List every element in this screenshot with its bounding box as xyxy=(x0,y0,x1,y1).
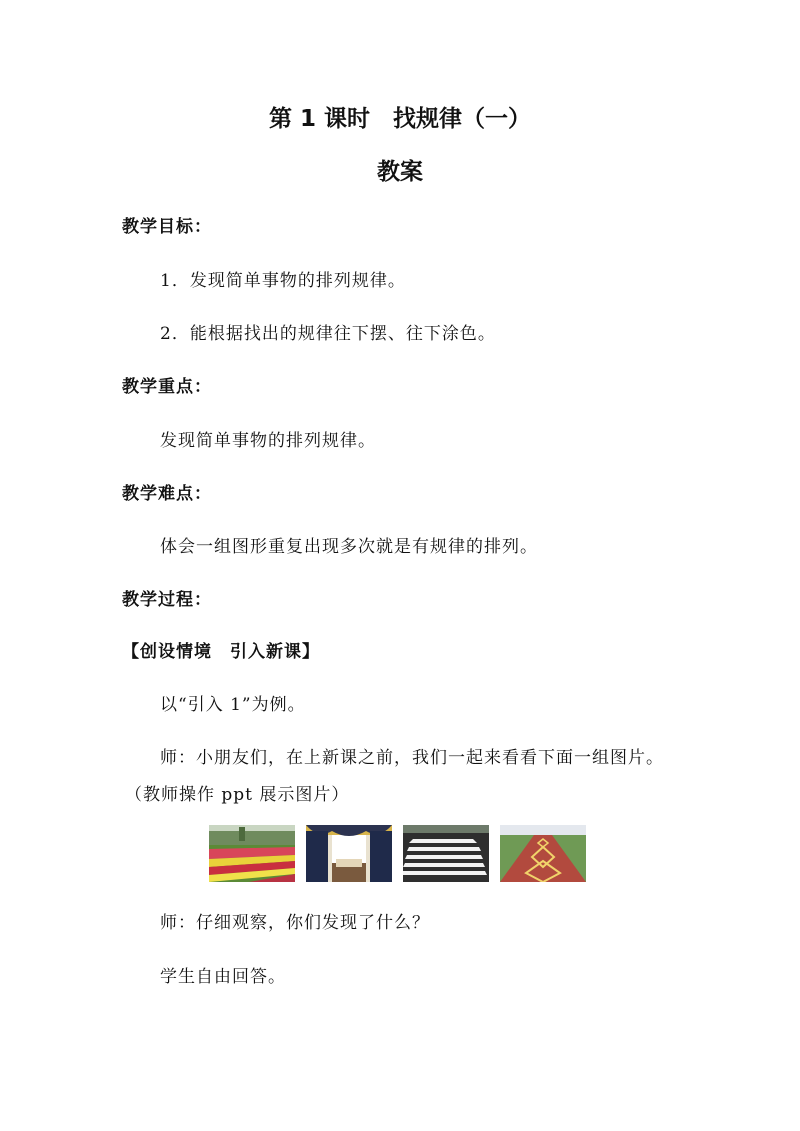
objectives-heading: 教学目标： xyxy=(122,217,212,237)
difficulty-text: 体会一组图形重复出现多次就是有规律的排列。 xyxy=(160,537,538,557)
objective-item-1: 1．发现简单事物的排列规律。 xyxy=(160,271,406,291)
process-heading: 教学过程： xyxy=(122,590,212,610)
difficulty-heading: 教学难点： xyxy=(122,484,212,504)
tulip-field-photo xyxy=(209,825,295,882)
lesson-title: 第 1 课时 找规律（一） xyxy=(268,106,532,132)
keypoint-heading: 教学重点： xyxy=(122,377,212,397)
paragraph-teacher-1-continued: （教师操作 ppt 展示图片） xyxy=(125,785,350,805)
photo-strip xyxy=(209,825,586,882)
crosswalk-photo xyxy=(403,825,489,882)
patterned-pavement-photo xyxy=(500,825,586,882)
paragraph-teacher-2: 师：仔细观察，你们发现了什么？ xyxy=(160,913,430,933)
keypoint-text: 发现简单事物的排列规律。 xyxy=(160,431,376,451)
paragraph-students: 学生自由回答。 xyxy=(160,967,286,987)
paragraph-example: 以“引入 1”为例。 xyxy=(160,695,306,715)
objective-item-2: 2．能根据找出的规律往下摆、往下涂色。 xyxy=(160,324,496,344)
lesson-subtitle: 教案 xyxy=(377,159,423,185)
section-heading: 【创设情境 引入新课】 xyxy=(122,642,320,662)
paragraph-teacher-1: 师：小朋友们，在上新课之前，我们一起来看看下面一组图片。 xyxy=(160,748,664,768)
curtain-room-photo xyxy=(306,825,392,882)
